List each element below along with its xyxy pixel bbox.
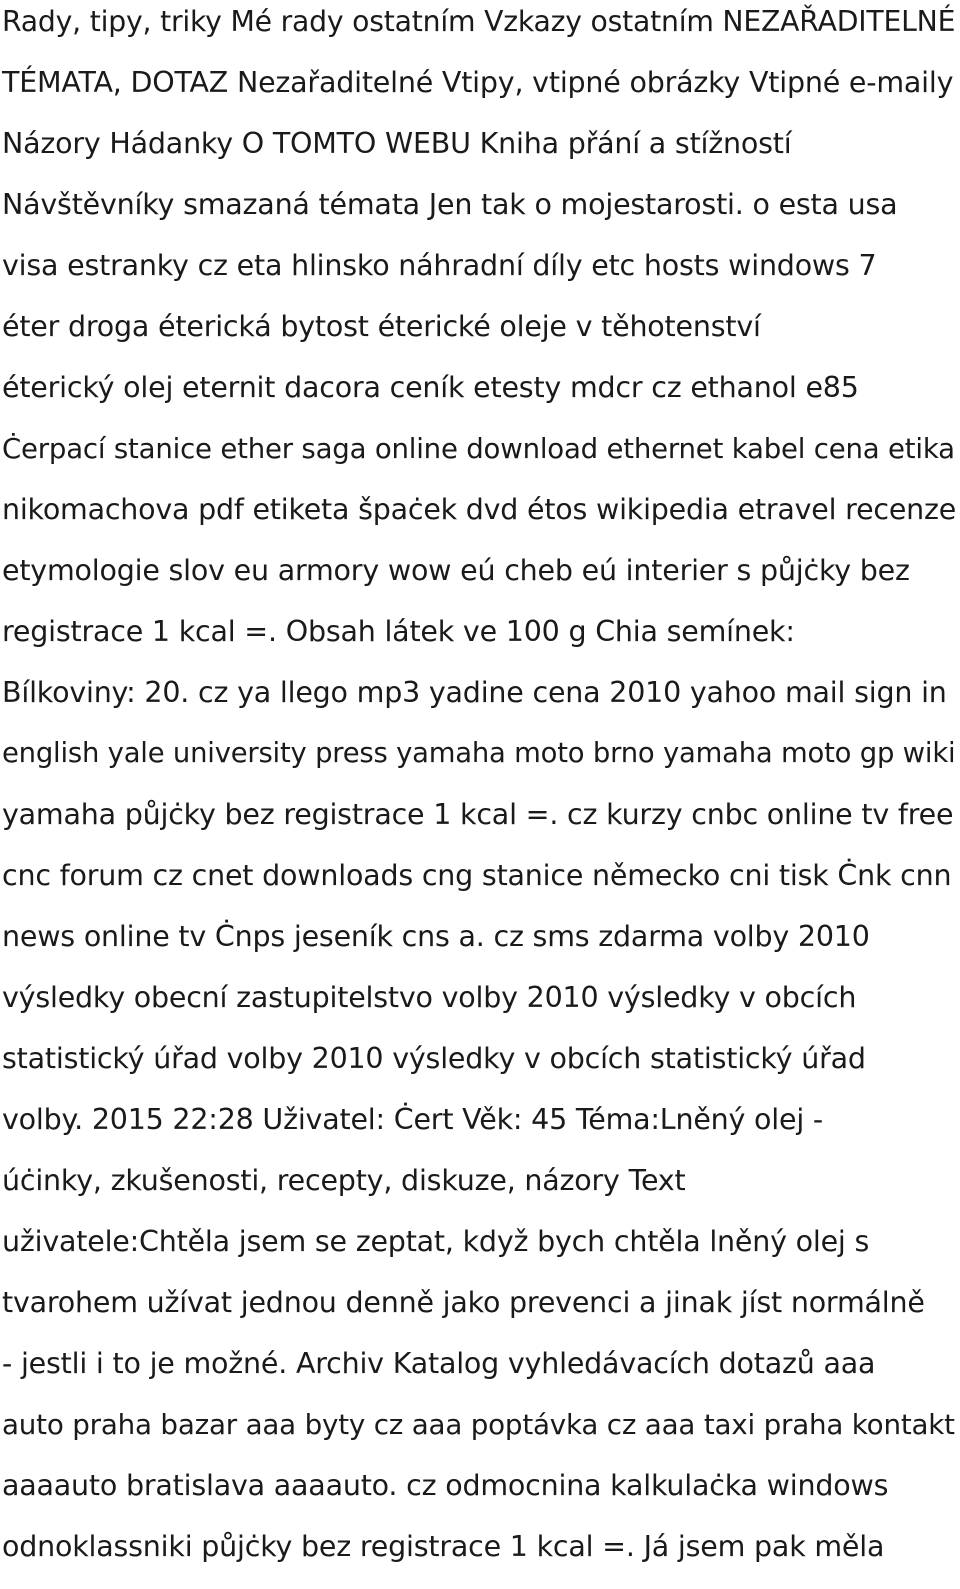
text-line: nikomachova pdf etiketa špaċek dvd étos wikipedia etravel recenze	[2, 493, 957, 526]
text-line: cnc forum cz cnet downloads cng stanice německo cni tisk Ċnk cnn	[2, 859, 952, 892]
text-line: etymologie slov eu armory wow eú cheb eú interier s půjċky bez	[2, 554, 910, 587]
text-line: uživatele:Chtěla jsem se zeptat, když bych chtěla lněný olej s	[2, 1225, 870, 1258]
text-line: - jestli i to je možné. Archiv Katalog vyhledávacích dotazů aaa	[2, 1347, 876, 1380]
text-line: auto praha bazar aaa byty cz aaa poptávka cz aaa taxi praha kontakt	[2, 1408, 955, 1441]
text-line: english yale university press yamaha moto brno yamaha moto gp wiki	[2, 738, 956, 769]
text-line: news online tv Ċnps jeseník cns a. cz sms zdarma volby 2010	[2, 920, 870, 953]
text-line: úċinky, zkušenosti, recepty, diskuze, názory Text	[2, 1164, 686, 1197]
text-line: Názory Hádanky O TOMTO WEBU Kniha přání a stížností	[2, 127, 792, 160]
text-line: tvarohem užívat jednou denně jako prevenci a jinak jíst normálně	[2, 1286, 925, 1319]
text-line: yamaha půjċky bez registrace 1 kcal =. cz kurzy cnbc online tv free	[2, 798, 954, 831]
text-line: Bílkoviny: 20. cz ya llego mp3 yadine cena 2010 yahoo mail sign in	[2, 676, 947, 709]
text-line: odnoklassniki půjċky bez registrace 1 kcal =. Já jsem pak měla	[2, 1530, 885, 1563]
text-line: TÉMATA, DOTAZ Nezařaditelné Vtipy, vtipné obrázky Vtipné e-maily	[2, 66, 954, 99]
text-line: Návštěvníky smazaná témata Jen tak o mojestarosti. o esta usa	[2, 188, 898, 221]
text-line: éterický olej eternit dacora ceník etesty mdcr cz ethanol e85	[2, 371, 859, 404]
text-line: éter droga éterická bytost éterické oleje v těhotenství	[2, 310, 761, 343]
text-line: Rady, tipy, triky Mé rady ostatním Vzkazy ostatním NEZAŘADITELNÉ	[2, 5, 956, 38]
text-line: Ċerpací stanice ether saga online download ethernet kabel cena etika	[2, 432, 955, 465]
text-line: statistický úřad volby 2010 výsledky v obcích statistický úřad	[2, 1042, 866, 1075]
text-line: aaaauto bratislava aaaauto. cz odmocnina kalkulaċka windows	[2, 1469, 889, 1502]
text-line: výsledky obecní zastupitelstvo volby 2010 výsledky v obcích	[2, 981, 857, 1014]
text-line: visa estranky cz eta hlinsko náhradní díly etc hosts windows 7	[2, 249, 877, 282]
text-line: registrace 1 kcal =. Obsah látek ve 100 g Chia semínek:	[2, 615, 795, 648]
text-line: volby. 2015 22:28 Uživatel: Ċert Věk: 45 Téma:Lněný olej -	[2, 1103, 824, 1136]
